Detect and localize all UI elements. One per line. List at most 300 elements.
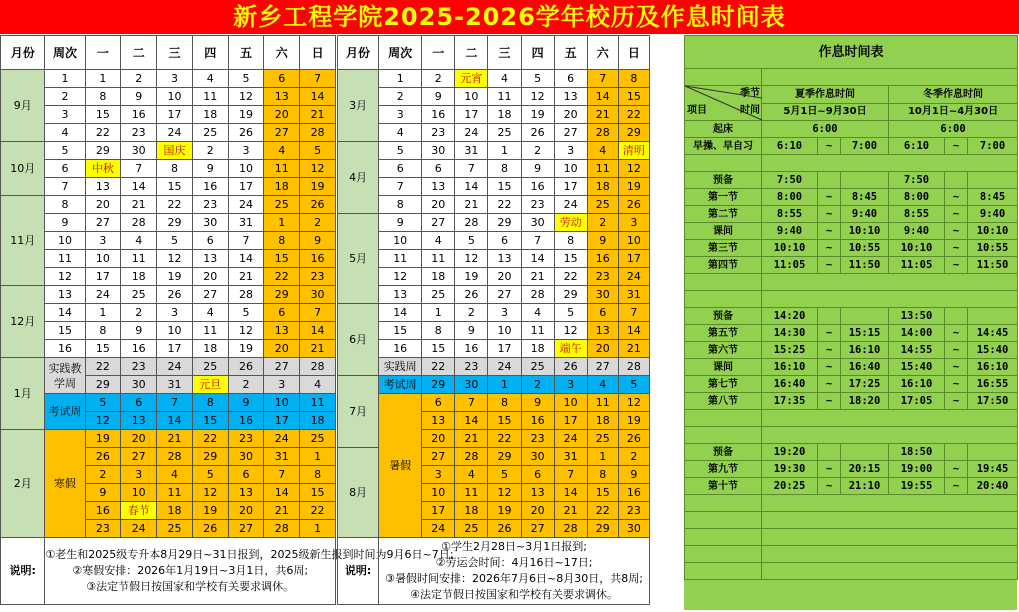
day-cell: 29 [422, 376, 455, 394]
day-cell: 22 [85, 124, 121, 142]
day-cell: 16 [121, 340, 157, 358]
day-cell: 9 [455, 322, 488, 340]
day-cell: 13 [521, 484, 554, 502]
day-cell: 10 [554, 160, 587, 178]
time-label: 时间 [740, 105, 760, 116]
day-cell: 20 [121, 430, 157, 448]
day-cell: 26 [521, 124, 554, 142]
day-cell: 19 [157, 268, 193, 286]
day-cell: 9 [228, 394, 264, 412]
day-cell: 4 [192, 70, 228, 88]
spacer [762, 546, 1018, 563]
day-cell: 17 [264, 412, 300, 430]
winter-end: 17:50 [968, 393, 1018, 410]
day-cell: 14 [300, 88, 336, 106]
day-cell: 元宵 [455, 70, 488, 88]
summer-start: 16:10 [762, 359, 818, 376]
day-cell: 19 [300, 178, 336, 196]
day-cell: 22 [618, 106, 649, 124]
day-cell: 26 [228, 358, 264, 376]
day-cell: 28 [264, 520, 300, 538]
day-cell: 20 [85, 196, 121, 214]
day-cell: 20 [228, 502, 264, 520]
day-cell: 20 [422, 196, 455, 214]
day-cell: 30 [455, 376, 488, 394]
day-cell: 30 [192, 214, 228, 232]
day-cell: 15 [264, 250, 300, 268]
day-cell: 23 [521, 196, 554, 214]
day-cell: 3 [554, 142, 587, 160]
day-cell: 2 [422, 70, 455, 88]
day-cell: 18 [121, 268, 157, 286]
day-cell: 23 [300, 268, 336, 286]
day-cell: 6 [587, 304, 618, 322]
month-cell: 9月 [1, 70, 45, 142]
tilde [945, 172, 968, 189]
week-number: 1 [45, 70, 85, 88]
day-cell: 3 [264, 376, 300, 394]
day-cell: 11 [488, 88, 521, 106]
day-cell: 13 [554, 88, 587, 106]
schedule-label: 第二节 [685, 206, 762, 223]
day-cell: 5 [228, 304, 264, 322]
day-cell: 8 [488, 160, 521, 178]
week-number: 9 [45, 214, 85, 232]
day-cell: 1 [587, 448, 618, 466]
day-cell: 29 [264, 286, 300, 304]
day-cell: 31 [455, 142, 488, 160]
winter-start: 6:10 [889, 138, 945, 155]
day-cell: 12 [228, 88, 264, 106]
day-cell: 18 [587, 178, 618, 196]
day-cell: 5 [192, 466, 228, 484]
schedule-label: 第八节 [685, 393, 762, 410]
day-cell: 27 [587, 358, 618, 376]
day-cell: 5 [300, 142, 336, 160]
day-cell: 26 [618, 196, 649, 214]
schedule-panel [684, 35, 1017, 610]
day-cell: 14 [554, 484, 587, 502]
winter-start: 18:50 [889, 444, 945, 461]
winter-time: 6:00 [889, 121, 1018, 138]
day-cell: 16 [300, 250, 336, 268]
tilde: ~ [945, 189, 968, 206]
day-cell: 19 [228, 106, 264, 124]
week-number: 12 [45, 268, 85, 286]
day-cell: 23 [587, 268, 618, 286]
winter-start: 10:10 [889, 240, 945, 257]
day-cell: 20 [264, 340, 300, 358]
day-cell: 7 [228, 232, 264, 250]
spacer [685, 427, 762, 444]
day-cell: 20 [192, 268, 228, 286]
day-cell: 2 [521, 142, 554, 160]
week-number: 3 [45, 106, 85, 124]
week-number: 5 [45, 142, 85, 160]
day-cell: 19 [228, 340, 264, 358]
day-cell: 6 [554, 70, 587, 88]
day-cell: 清明 [618, 142, 649, 160]
day-cell: 11 [455, 484, 488, 502]
day-cell: 15 [192, 412, 228, 430]
day-cell: 9 [521, 394, 554, 412]
day-cell: 25 [455, 520, 488, 538]
day-cell: 3 [554, 376, 587, 394]
day-cell: 20 [587, 340, 618, 358]
day-cell: 8 [85, 322, 121, 340]
day-cell: 4 [121, 232, 157, 250]
day-cell: 25 [192, 358, 228, 376]
summer-start: 6:10 [762, 138, 818, 155]
summer-start: 19:30 [762, 461, 818, 478]
winter-end: 16:10 [968, 359, 1018, 376]
day-cell: 5 [157, 232, 193, 250]
week-number: 13 [45, 286, 85, 304]
day-cell: 18 [455, 502, 488, 520]
day-cell: 春节 [121, 502, 157, 520]
day-cell: 29 [85, 376, 121, 394]
day-cell: 13 [85, 178, 121, 196]
day-cell: 23 [121, 124, 157, 142]
day-cell: 21 [455, 430, 488, 448]
day-cell: 15 [85, 340, 121, 358]
day-cell: 15 [85, 106, 121, 124]
spacer [762, 563, 1018, 580]
day-cell: 1 [300, 448, 336, 466]
day-cell: 28 [587, 124, 618, 142]
summer-end [841, 444, 889, 461]
summer-end: 10:55 [841, 240, 889, 257]
day-cell: 27 [192, 286, 228, 304]
month-cell: 5月 [338, 214, 379, 304]
schedule-label: 课间 [685, 359, 762, 376]
header-2: 一 [422, 36, 455, 70]
day-cell: 3 [157, 304, 193, 322]
note-line: ③法定节假日按国家和学校有关要求调休。 [86, 580, 295, 593]
day-cell: 21 [157, 430, 193, 448]
header-6: 五 [554, 36, 587, 70]
spacer [685, 495, 762, 512]
day-cell: 29 [488, 214, 521, 232]
day-cell: 21 [554, 502, 587, 520]
day-cell: 24 [157, 124, 193, 142]
month-cell: 3月 [338, 70, 379, 142]
winter-start: 14:55 [889, 342, 945, 359]
week-number: 15 [45, 322, 85, 340]
day-cell: 20 [488, 268, 521, 286]
header-6: 五 [228, 36, 264, 70]
week-number: 3 [379, 106, 422, 124]
winter-end: 19:45 [968, 461, 1018, 478]
day-cell: 7 [521, 232, 554, 250]
schedule-label: 预备 [685, 444, 762, 461]
summer-range: 5月1日~9月30日 [762, 103, 889, 121]
tilde: ~ [818, 223, 841, 240]
tilde: ~ [945, 461, 968, 478]
day-cell: 18 [264, 178, 300, 196]
day-cell: 6 [422, 160, 455, 178]
day-cell: 11 [157, 484, 193, 502]
summer-end: 15:15 [841, 325, 889, 342]
schedule-label: 课间 [685, 223, 762, 240]
spacer [762, 274, 1018, 291]
day-cell: 19 [85, 430, 121, 448]
day-cell: 28 [300, 124, 336, 142]
day-cell: 14 [455, 178, 488, 196]
day-cell: 3 [618, 214, 649, 232]
tilde: ~ [818, 138, 841, 155]
day-cell: 14 [455, 412, 488, 430]
day-cell: 29 [554, 286, 587, 304]
day-cell: 16 [521, 412, 554, 430]
day-cell: 30 [228, 448, 264, 466]
week-number: 16 [379, 340, 422, 358]
day-cell: 8 [85, 88, 121, 106]
winter-start: 16:10 [889, 376, 945, 393]
day-cell: 21 [455, 196, 488, 214]
day-cell: 3 [488, 304, 521, 322]
day-cell: 25 [264, 196, 300, 214]
winter-end: 16:55 [968, 376, 1018, 393]
day-cell: 24 [157, 358, 193, 376]
day-cell: 24 [85, 286, 121, 304]
winter-start: 14:00 [889, 325, 945, 342]
day-cell: 6 [264, 304, 300, 322]
day-cell: 29 [157, 214, 193, 232]
day-cell: 31 [264, 448, 300, 466]
day-cell: 30 [121, 376, 157, 394]
day-cell: 18 [521, 340, 554, 358]
day-cell: 25 [121, 286, 157, 304]
day-cell: 24 [554, 196, 587, 214]
day-cell: 28 [228, 286, 264, 304]
day-cell: 10 [157, 88, 193, 106]
week-number: 8 [379, 196, 422, 214]
note-line: ④法定节假日按国家和学校有关要求调休。 [410, 588, 618, 601]
week-number: 2 [379, 88, 422, 106]
day-cell: 8 [488, 394, 521, 412]
tilde [818, 444, 841, 461]
winter-end [968, 308, 1018, 325]
day-cell: 19 [618, 412, 649, 430]
winter-end: 14:45 [968, 325, 1018, 342]
day-cell: 26 [85, 448, 121, 466]
day-cell: 30 [521, 214, 554, 232]
day-cell: 15 [488, 178, 521, 196]
day-cell: 24 [264, 430, 300, 448]
winter-start: 11:05 [889, 257, 945, 274]
day-cell: 24 [228, 196, 264, 214]
day-cell: 28 [455, 448, 488, 466]
season-label: 季节 [740, 88, 760, 99]
day-cell: 12 [554, 322, 587, 340]
day-cell: 19 [192, 502, 228, 520]
summer-start: 17:35 [762, 393, 818, 410]
day-cell: 1 [85, 70, 121, 88]
week-label-winter: 寒假 [45, 430, 85, 538]
day-cell: 14 [264, 484, 300, 502]
header-0: 月份 [338, 36, 379, 70]
day-cell: 31 [228, 214, 264, 232]
week-number: 7 [379, 178, 422, 196]
day-cell: 2 [521, 376, 554, 394]
day-cell: 23 [228, 430, 264, 448]
day-cell: 18 [300, 412, 336, 430]
week-label-practice: 实践周 [379, 358, 422, 376]
day-cell: 12 [488, 484, 521, 502]
day-cell: 4 [455, 466, 488, 484]
schedule-label: 第三节 [685, 240, 762, 257]
day-cell: 12 [192, 484, 228, 502]
day-cell: 25 [488, 124, 521, 142]
day-cell: 28 [157, 448, 193, 466]
winter-start: 7:50 [889, 172, 945, 189]
summer-start: 8:55 [762, 206, 818, 223]
day-cell: 2 [455, 304, 488, 322]
day-cell: 26 [618, 430, 649, 448]
summer-end: 21:10 [841, 478, 889, 495]
tilde: ~ [818, 359, 841, 376]
day-cell: 23 [85, 520, 121, 538]
day-cell: 12 [618, 394, 649, 412]
summer-end: 18:20 [841, 393, 889, 410]
day-cell: 26 [192, 520, 228, 538]
header-7: 六 [264, 36, 300, 70]
day-cell: 4 [488, 70, 521, 88]
page-title: 新乡工程学院2025-2026学年校历及作息时间表 [0, 0, 1019, 34]
summer-start: 9:40 [762, 223, 818, 240]
day-cell: 27 [488, 286, 521, 304]
summer-end: 16:10 [841, 342, 889, 359]
day-cell: 15 [587, 484, 618, 502]
tilde: ~ [945, 223, 968, 240]
winter-range: 10月1日~4月30日 [889, 103, 1018, 121]
day-cell: 3 [422, 466, 455, 484]
tilde: ~ [818, 478, 841, 495]
winter-end [968, 444, 1018, 461]
day-cell: 12 [455, 250, 488, 268]
week-number: 12 [379, 268, 422, 286]
tilde: ~ [818, 206, 841, 223]
note-line: ②劳运会时间：4月16日~17日; [435, 556, 593, 569]
day-cell: 2 [228, 376, 264, 394]
day-cell: 13 [422, 178, 455, 196]
day-cell: 16 [455, 340, 488, 358]
day-cell: 30 [422, 142, 455, 160]
day-cell: 30 [121, 142, 157, 160]
day-cell: 22 [488, 430, 521, 448]
day-cell: 1 [488, 142, 521, 160]
day-cell: 4 [192, 304, 228, 322]
summer-start: 7:50 [762, 172, 818, 189]
schedule-label: 第十节 [685, 478, 762, 495]
week-number: 14 [45, 304, 85, 322]
day-cell: 24 [121, 520, 157, 538]
day-cell: 27 [264, 124, 300, 142]
day-cell: 17 [618, 250, 649, 268]
tilde: ~ [818, 342, 841, 359]
tilde: ~ [818, 257, 841, 274]
spacer [762, 410, 1018, 427]
day-cell: 9 [121, 322, 157, 340]
day-cell: 11 [587, 394, 618, 412]
day-cell: 18 [587, 412, 618, 430]
day-cell: 8 [554, 232, 587, 250]
tilde: ~ [945, 376, 968, 393]
day-cell: 3 [157, 70, 193, 88]
day-cell: 15 [300, 484, 336, 502]
day-cell: 20 [422, 430, 455, 448]
day-cell: 19 [618, 178, 649, 196]
day-cell: 27 [554, 124, 587, 142]
day-cell: 7 [554, 466, 587, 484]
day-cell: 25 [157, 520, 193, 538]
day-cell: 25 [587, 430, 618, 448]
day-cell: 6 [488, 232, 521, 250]
day-cell: 24 [554, 430, 587, 448]
day-cell: 26 [488, 520, 521, 538]
day-cell: 4 [264, 142, 300, 160]
day-cell: 16 [192, 178, 228, 196]
day-cell: 8 [618, 70, 649, 88]
day-cell: 10 [157, 322, 193, 340]
day-cell: 7 [157, 394, 193, 412]
day-cell: 15 [488, 412, 521, 430]
day-cell: 7 [587, 70, 618, 88]
day-cell: 9 [192, 160, 228, 178]
day-cell: 6 [521, 466, 554, 484]
day-cell: 22 [157, 196, 193, 214]
day-cell: 29 [618, 124, 649, 142]
day-cell: 14 [521, 250, 554, 268]
tilde: ~ [945, 325, 968, 342]
tilde: ~ [818, 189, 841, 206]
day-cell: 21 [228, 268, 264, 286]
summer-end: 17:25 [841, 376, 889, 393]
spacer [685, 546, 762, 563]
day-cell: 23 [121, 358, 157, 376]
week-number: 13 [379, 286, 422, 304]
week-number: 5 [379, 142, 422, 160]
spacer [762, 427, 1018, 444]
day-cell: 15 [422, 340, 455, 358]
week-label-exam: 考试周 [45, 394, 85, 430]
day-cell: 6 [422, 394, 455, 412]
day-cell: 17 [554, 412, 587, 430]
day-cell: 16 [85, 502, 121, 520]
spacer [685, 155, 762, 172]
month-cell: 6月 [338, 304, 379, 376]
day-cell: 14 [121, 178, 157, 196]
day-cell: 2 [85, 466, 121, 484]
winter-start: 17:05 [889, 393, 945, 410]
day-cell: 5 [228, 70, 264, 88]
month-cell: 12月 [1, 286, 45, 358]
tilde: ~ [945, 359, 968, 376]
header-7: 六 [587, 36, 618, 70]
day-cell: 4 [521, 304, 554, 322]
day-cell: 21 [618, 340, 649, 358]
header-5: 四 [192, 36, 228, 70]
day-cell: 1 [85, 304, 121, 322]
day-cell: 3 [121, 466, 157, 484]
day-cell: 18 [157, 502, 193, 520]
day-cell: 11 [121, 250, 157, 268]
tilde [818, 172, 841, 189]
day-cell: 12 [157, 250, 193, 268]
spacer [685, 69, 762, 86]
day-cell: 6 [228, 466, 264, 484]
